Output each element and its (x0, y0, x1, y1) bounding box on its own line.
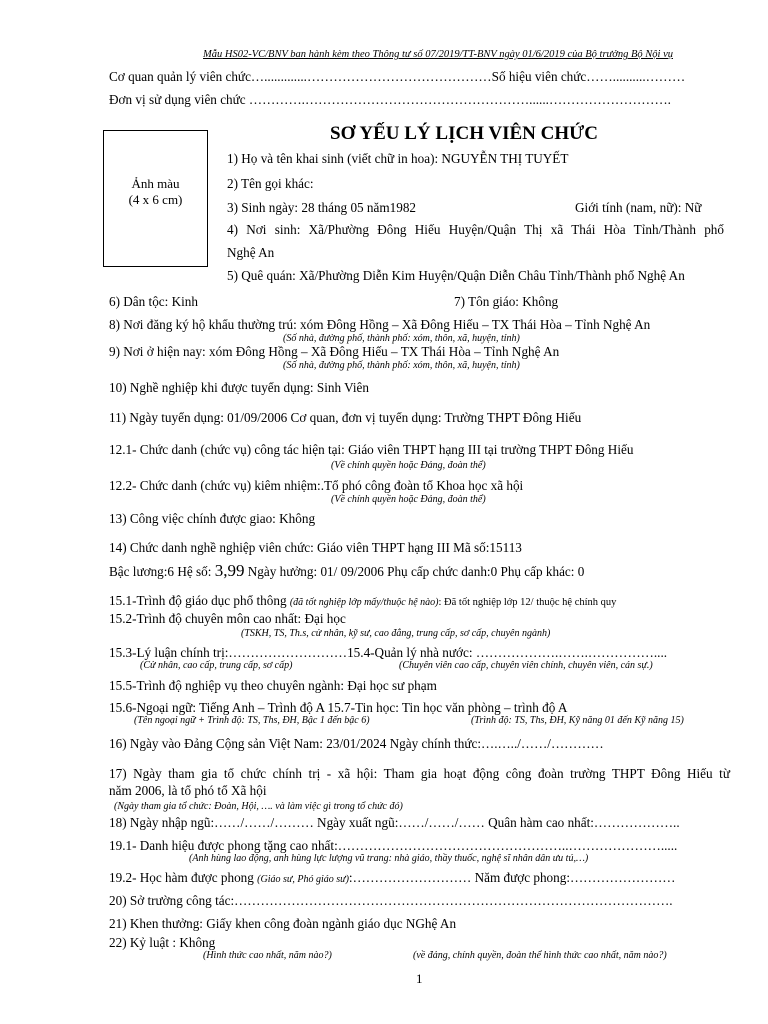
field-birth-place: 4) Nơi sinh: Xã/Phường Đông Hiếu Huyện/Quận Thị xã Thái Hòa Tỉnh/Thành phố (227, 222, 724, 237)
hint-social-organization: (Ngày tham gia tổ chức: Đoàn, Hội, …. và làm việc gì trong tổ chức đó) (114, 801, 403, 812)
academic-title-hint: (Giáo sư, Phó giáo sư) (257, 874, 349, 885)
field-concurrent-position: 12.2- Chức danh (chức vụ) kiêm nhiệm:.Tổ phó công đoàn tổ Khoa học xã hội (109, 478, 524, 493)
field-birth-date: 3) Sinh ngày: 28 tháng 05 năm1982 (227, 200, 417, 215)
page-number: 1 (416, 971, 423, 986)
field-ethnicity: 6) Dân tộc: Kinh (109, 294, 198, 309)
field-professional-skill: 15.5-Trình độ nghiệp vụ theo chuyên ngành: Đại học sư phạm (109, 678, 437, 693)
hint-concurrent-position: (Về chính quyền hoặc Đảng, đoàn thể) (331, 494, 486, 505)
field-gender: Giới tính (nam, nữ): Nữ (575, 200, 702, 215)
managing-agency-line: Cơ quan quản lý viên chức….............……………………………………Số hiệu viên chức……..........……… (109, 69, 686, 84)
general-education-value: : Đã tốt nghiệp lớp 12/ thuộc hệ chính quy (438, 597, 617, 608)
photo-placeholder (103, 130, 208, 267)
field-foreign-language: 15.6-Ngoại ngữ: Tiếng Anh – Trình độ A 15.7-Tin học: Tin học văn phòng – trình độ A (109, 700, 568, 715)
field-permanent-address: 8) Nơi đăng ký hộ khẩu thường trú: xóm Đông Hồng – Xã Đông Hiếu – TX Thái Hòa – Tỉnh Nghệ An (109, 317, 651, 332)
hint-state-management: (Chuyên viên cao cấp, chuyên viên chính, chuyên viên, cán sự.) (399, 660, 653, 671)
document-title: SƠ YẾU LÝ LỊCH VIÊN CHỨC (330, 123, 598, 144)
hint-informatics: (Trình độ: TS, Ths, ĐH, Kỹ năng 01 đến Kỹ năng 15) (471, 715, 684, 726)
hint-current-address: (Số nhà, đường phố, thành phố: xóm, thôn, xã, huyện, tỉnh) (283, 360, 520, 371)
field-social-organization-cont: năm 2006, là tổ phó tổ Xã hội (109, 783, 267, 798)
salary-coefficient: 3,99 (214, 561, 245, 580)
hint-discipline-scope: (về đảng, chính quyền, đoàn thể hình thức cao nhất, năm nào?) (413, 950, 667, 961)
field-social-organization: 17) Ngày tham gia tổ chức chính trị - xã hội: Tham gia hoạt động công đoàn trường THPT Đông Hiếu từ (109, 766, 730, 781)
hint-discipline-form: (Hình thức cao nhất, năm nào?) (203, 950, 332, 961)
field-other-name: 2) Tên gọi khác: (227, 176, 314, 191)
field-full-name: 1) Họ và tên khai sinh (viết chữ in hoa): NGUYỄN THỊ TUYẾT (227, 151, 569, 166)
hint-current-position: (Về chính quyền hoặc Đảng, đoàn thể) (331, 460, 486, 471)
field-salary (109, 561, 584, 582)
field-honorary-title: 19.1- Danh hiệu được phong tặng cao nhất:……………………………………………..…………………..... (109, 838, 678, 853)
hint-political-theory: (Cử nhân, cao cấp, trung cấp, sơ cấp) (140, 660, 293, 671)
field-current-position: 12.1- Chức danh (chức vụ) công tác hiện tại: Giáo viên THPT hạng III tại trường THPT Đông Hiếu (109, 442, 634, 457)
academic-title-value: :……………………… Năm được phong:…………………… (348, 870, 676, 885)
field-military-service: 18) Ngày nhập ngũ:……/……/……… Ngày xuất ngũ:……/……/…… Quân hàm cao nhất:……………….. (109, 815, 680, 830)
hint-highest-qualification: (TSKH, TS, Th.s, cử nhân, kỹ sư, cao đẳng, trung cấp, sơ cấp, chuyên ngành) (241, 628, 551, 639)
field-commendation: 21) Khen thưởng: Giấy khen công đoàn ngành giáo dục NGhệ An (109, 916, 457, 931)
field-recruitment: 11) Ngày tuyển dụng: 01/09/2006 Cơ quan, đơn vị tuyển dụng: Trường THPT Đông Hiếu (109, 410, 582, 425)
hint-foreign-language: (Tên ngoại ngữ + Trình độ: TS, Ths, ĐH, Bậc 1 đến bậc 6) (134, 715, 370, 726)
field-occupation: 10) Nghề nghiệp khi được tuyển dụng: Sinh Viên (109, 380, 369, 395)
general-education-label: 15.1-Trình độ giáo dục phổ thông (109, 593, 290, 608)
photo-size-label: (4 x 6 cm) (128, 192, 183, 207)
field-highest-qualification: 15.2-Trình độ chuyên môn cao nhất: Đại học (109, 611, 346, 626)
field-discipline: 22) Kỷ luật : Không (109, 935, 216, 950)
hint-permanent-address: (Số nhà, đường phố, thành phố: xóm, thôn, xã, huyện, tỉnh) (283, 333, 520, 344)
field-religion: 7) Tôn giáo: Không (454, 294, 559, 309)
general-education-hint: (đã tốt nghiệp lớp mấy/thuộc hệ nào) (289, 597, 439, 608)
field-work-strength: 20) Sở trường công tác:………………………………………………………………………………………. (109, 893, 673, 908)
template-note: Mẫu HS02-VC/BNV ban hành kèm theo Thông tư số 07/2019/TT-BNV ngày 01/6/2019 của Bộ trưởng Bộ Nội vụ (203, 49, 673, 60)
field-academic-title (109, 870, 676, 888)
using-unit-line: Đơn vị sử dụng viên chức ………….……………………………………………......………………………. (109, 92, 671, 107)
field-current-address: 9) Nơi ở hiện nay: xóm Đông Hồng – Xã Đông Hiếu – TX Thái Hòa – Tỉnh Nghệ An (109, 344, 560, 359)
salary-prefix: Bậc lương:6 Hệ số: (109, 564, 215, 579)
academic-title-label: 19.2- Học hàm được phong (109, 870, 258, 885)
photo-label: Ảnh màu (131, 176, 180, 191)
field-hometown: 5) Quê quán: Xã/Phường Diễn Kim Huyện/Quận Diễn Châu Tỉnh/Thành phố Nghệ An (227, 268, 685, 283)
salary-suffix: Ngày hưởng: 01/ 09/2006 Phụ cấp chức danh:0 Phụ cấp khác: 0 (244, 564, 585, 579)
field-professional-title: 14) Chức danh nghề nghiệp viên chức: Giáo viên THPT hạng III Mã số:15113 (109, 540, 522, 555)
field-party-admission: 16) Ngày vào Đảng Cộng sản Việt Nam: 23/01/2024 Ngày chính thức:….…../……/………… (109, 736, 604, 751)
field-political-theory: 15.3-Lý luận chính trị:………………………15.4-Quản lý nhà nước: ……………….…….…………….... (109, 645, 668, 660)
field-main-task: 13) Công việc chính được giao: Không (109, 511, 316, 526)
field-general-education (109, 593, 616, 611)
hint-honorary-title: (Anh hùng lao động, anh hùng lực lượng vũ trang: nhà giáo, thầy thuốc, nghệ sĩ nhân dân ưu tú,…) (189, 853, 589, 864)
field-birth-place-cont: Nghệ An (227, 245, 275, 260)
